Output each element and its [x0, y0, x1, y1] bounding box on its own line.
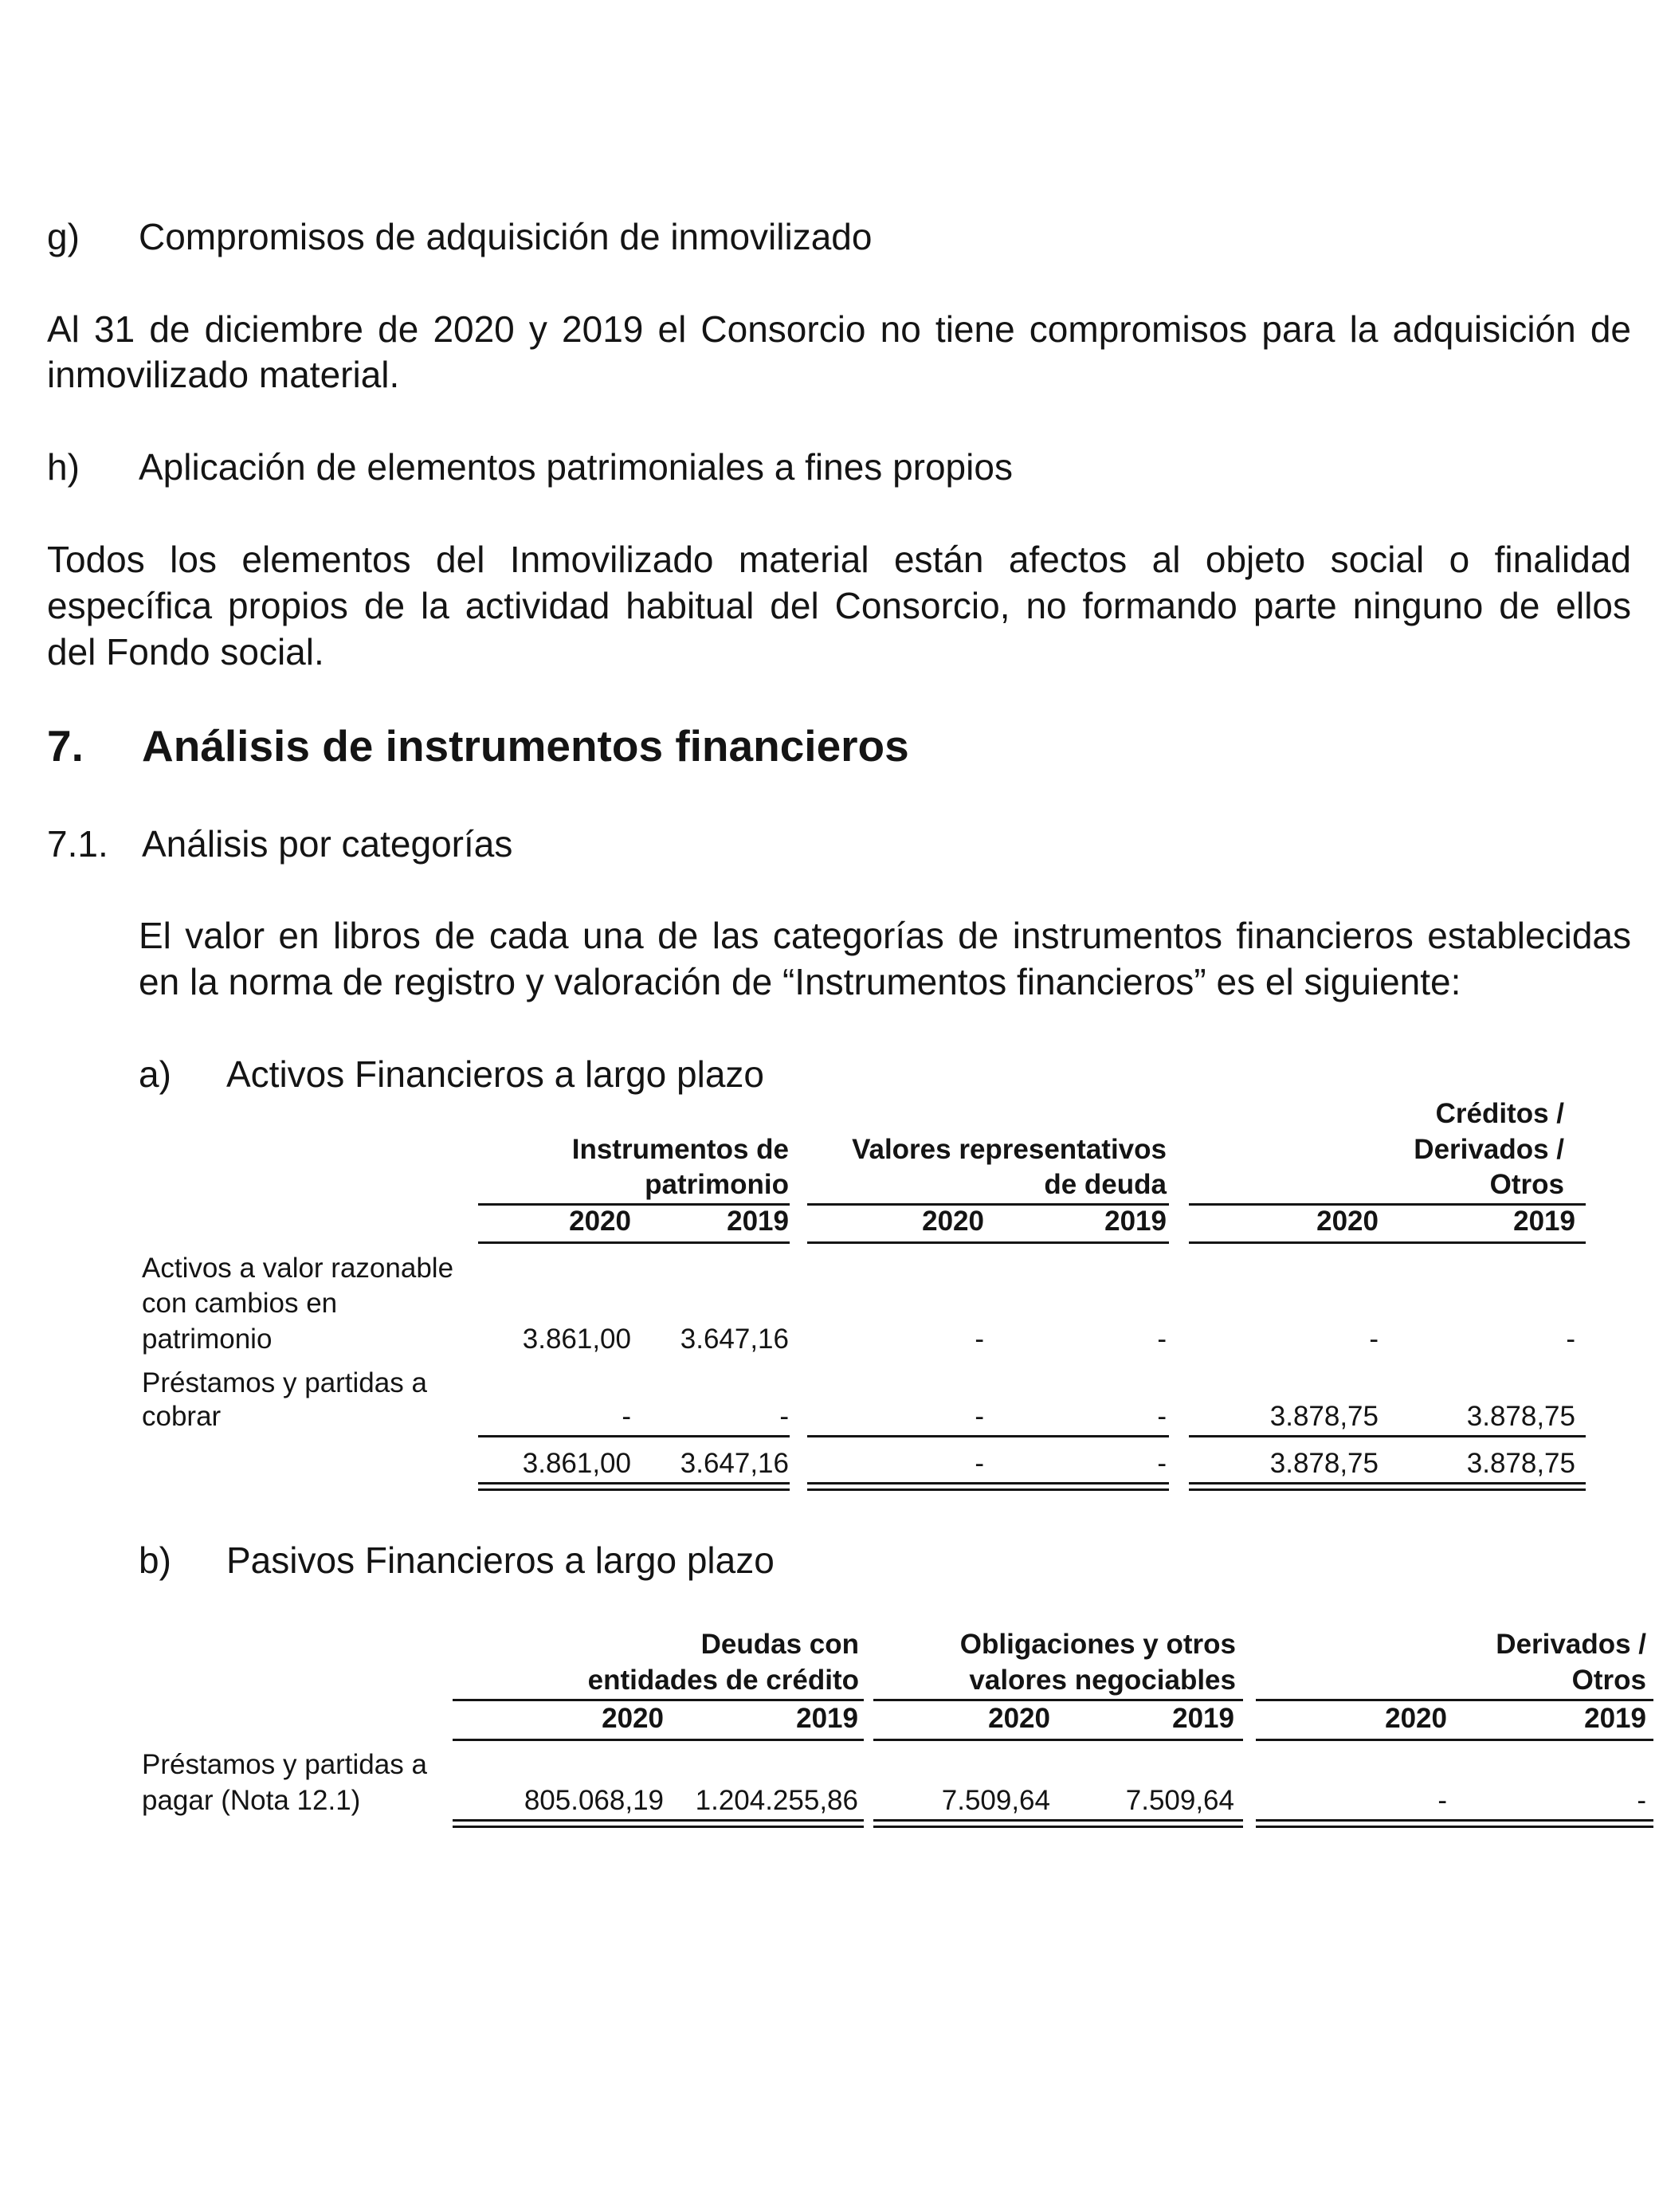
subtotal-rule: [1189, 1435, 1586, 1437]
subsection-title: Análisis por categorías: [142, 823, 513, 865]
row-label: Préstamos y partidas a: [142, 1749, 427, 1780]
column-group-header: de deuda: [1044, 1169, 1167, 1200]
table-cell: -: [1566, 1324, 1575, 1355]
column-group-header: patrimonio: [645, 1169, 789, 1200]
table-a-title: Activos Financieros a largo plazo: [226, 1053, 764, 1095]
year-header: 2020: [569, 1206, 631, 1237]
double-rule: [1189, 1482, 1586, 1484]
paragraph-line: específica propios de la actividad habitual del Consorcio, no formando parte ninguno de ellos: [47, 585, 1631, 626]
year-header: 2020: [922, 1206, 984, 1237]
year-header: 2020: [1385, 1703, 1447, 1734]
column-group-header: Valores representativos: [852, 1134, 1167, 1165]
subsection-number: 7.1.: [47, 823, 108, 865]
total-cell: 3.647,16: [680, 1448, 789, 1479]
table-cell: -: [1157, 1324, 1167, 1355]
double-rule: [1256, 1826, 1653, 1828]
total-cell: 3.878,75: [1466, 1448, 1575, 1479]
row-label: Préstamos y partidas a: [142, 1367, 427, 1398]
table-cell: 7.509,64: [941, 1785, 1050, 1816]
section-7-number: 7.: [47, 721, 84, 771]
table-cell: 3.878,75: [1269, 1401, 1379, 1432]
year-rule: [478, 1241, 790, 1244]
column-group-header: Derivados /: [1496, 1629, 1646, 1660]
subtotal-rule: [807, 1435, 1169, 1437]
total-cell: 3.878,75: [1269, 1448, 1379, 1479]
subtotal-rule: [478, 1435, 790, 1437]
double-rule: [1189, 1488, 1586, 1491]
year-header: 2019: [796, 1703, 858, 1734]
column-group-header: Instrumentos de: [571, 1134, 789, 1165]
paragraph-line: Al 31 de diciembre de 2020 y 2019 el Consorcio no tiene compromisos para la adquisición de: [47, 308, 1631, 350]
table-cell: -: [975, 1401, 984, 1432]
total-cell: -: [1157, 1448, 1167, 1479]
column-group-header: entidades de crédito: [587, 1665, 859, 1696]
year-header: 2019: [727, 1206, 789, 1237]
section-g-paragraph: [47, 307, 1631, 398]
table-cell: -: [1369, 1324, 1379, 1355]
column-group-header: valores negociables: [969, 1665, 1236, 1696]
section-7-title: Análisis de instrumentos financieros: [142, 721, 909, 771]
paragraph-line: El valor en libros de cada una de las categorías de instrumentos financieros establecidas: [139, 915, 1631, 956]
year-rule: [807, 1241, 1169, 1244]
subsection-paragraph: [139, 912, 1631, 1005]
section-h-title: Aplicación de elementos patrimoniales a fines propios: [139, 446, 1013, 488]
row-label: Activos a valor razonable: [142, 1253, 454, 1284]
paragraph-line: en la norma de registro y valoración de “Instrumentos financieros” es el siguiente:: [139, 961, 1461, 1002]
year-rule: [453, 1739, 864, 1741]
double-rule: [807, 1488, 1169, 1491]
section-g-label: g): [47, 216, 80, 257]
table-b-title: Pasivos Financieros a largo plazo: [226, 1539, 775, 1581]
double-rule: [453, 1826, 864, 1828]
row-label: patrimonio: [142, 1324, 273, 1355]
double-rule: [1256, 1819, 1653, 1822]
row-label: con cambios en: [142, 1288, 338, 1319]
table-cell: -: [779, 1401, 789, 1432]
table-cell: 3.861,00: [522, 1324, 631, 1355]
table-cell: -: [1637, 1785, 1646, 1816]
year-header: 2019: [1172, 1703, 1234, 1734]
double-rule: [453, 1819, 864, 1822]
double-rule: [873, 1826, 1243, 1828]
column-group-header: Derivados /: [1414, 1134, 1564, 1165]
double-rule: [873, 1819, 1243, 1822]
table-cell: -: [1157, 1401, 1167, 1432]
section-g-title: Compromisos de adquisición de inmovilizado: [139, 216, 873, 257]
double-rule: [478, 1482, 790, 1484]
column-group-header: Deudas con: [700, 1629, 859, 1660]
year-rule: [1189, 1241, 1586, 1244]
table-cell: -: [1437, 1785, 1447, 1816]
year-header: 2020: [602, 1703, 664, 1734]
table-cell: 7.509,64: [1125, 1785, 1234, 1816]
section-h-paragraph: [47, 536, 1631, 675]
section-h-label: h): [47, 446, 80, 488]
year-header: 2019: [1104, 1206, 1167, 1237]
year-header: 2019: [1584, 1703, 1646, 1734]
total-cell: -: [975, 1448, 984, 1479]
row-label: pagar (Nota 12.1): [142, 1785, 361, 1816]
double-rule: [478, 1488, 790, 1491]
year-header: 2020: [988, 1703, 1050, 1734]
table-cell: -: [975, 1324, 984, 1355]
table-cell: 805.068,19: [524, 1785, 664, 1816]
year-rule: [1256, 1739, 1653, 1741]
paragraph-line: del Fondo social.: [47, 631, 324, 673]
table-cell: 3.647,16: [680, 1324, 789, 1355]
paragraph-line: inmovilizado material.: [47, 354, 400, 395]
year-header: 2020: [1316, 1206, 1379, 1237]
paragraph-line: Todos los elementos del Inmovilizado material están afectos al objeto social o finalidad: [47, 539, 1631, 580]
column-group-header: Obligaciones y otros: [959, 1629, 1236, 1660]
table-cell: 3.878,75: [1466, 1401, 1575, 1432]
year-header: 2019: [1513, 1206, 1575, 1237]
double-rule: [807, 1482, 1169, 1484]
table-b-label: b): [139, 1539, 171, 1581]
row-label: cobrar: [142, 1401, 222, 1432]
table-cell: -: [622, 1401, 631, 1432]
total-cell: 3.861,00: [522, 1448, 631, 1479]
table-a-label: a): [139, 1053, 171, 1095]
column-group-header: Créditos /: [1435, 1098, 1564, 1129]
table-cell: 1.204.255,86: [695, 1785, 858, 1816]
year-rule: [873, 1739, 1243, 1741]
column-group-header: Otros: [1489, 1169, 1564, 1200]
column-group-header: Otros: [1571, 1665, 1646, 1696]
